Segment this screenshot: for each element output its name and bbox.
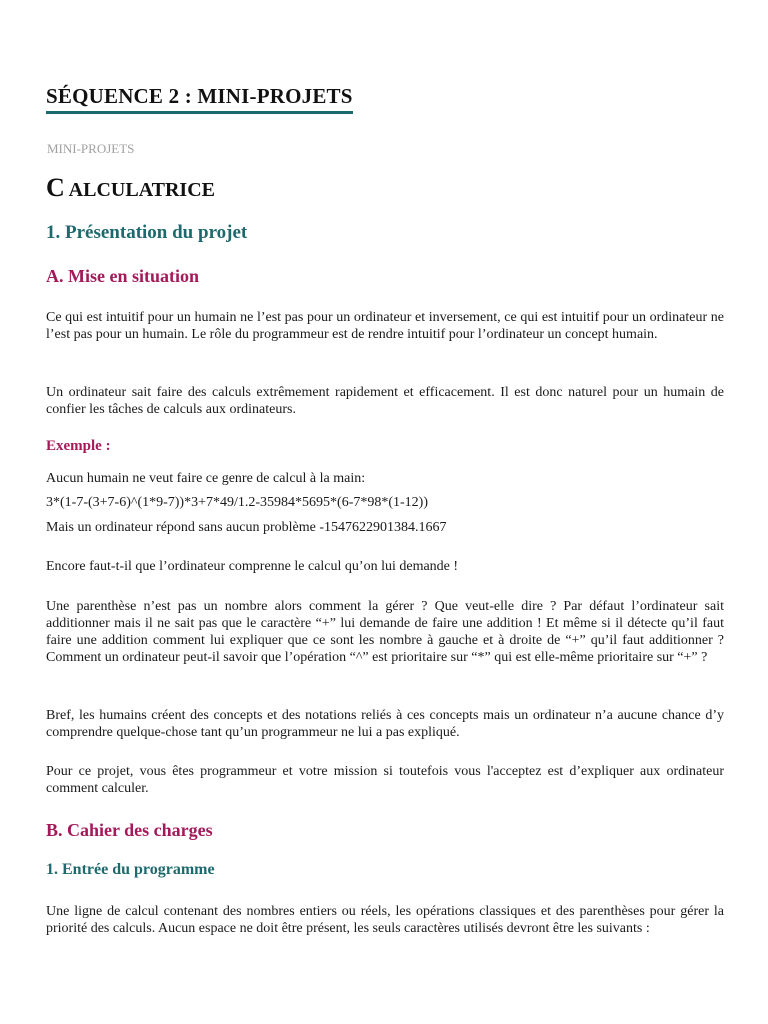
document-title-rest: ALCULATRICE <box>64 179 215 201</box>
example-expression: 3*(1-7-(3+7-6)^(1*9-7))*3+7*49/1.2-35984*5695*(6-7*98*(1-12)) <box>46 495 429 510</box>
document-title <box>46 173 215 203</box>
section-heading-presentation: 1. Présentation du projet <box>46 222 248 243</box>
example-text: Aucun humain ne veut faire ce genre de calcul à la main: <box>46 471 366 486</box>
paragraph-calculs: Un ordinateur sait faire des calculs extrêmement rapidement et efficacement. Il est donc naturel pour un humain de confier les tâches de calculs aux ordinateurs. <box>46 385 724 417</box>
example-result: Mais un ordinateur répond sans aucun problème -1547622901384.1667 <box>46 520 447 535</box>
paragraph-entree: Une ligne de calcul contenant des nombres entiers ou réels, les opérations classiques et des parenthèses pour gérer la priorité des calculs. Aucun espace ne doit être présent, les seuls caractères utilisés devront être les suivants : <box>46 904 724 936</box>
paragraph-parenthese: Une parenthèse n’est pas un nombre alors comment la gérer ? Que veut-elle dire ? Par défaut l’ordinateur sait additionner mais il ne sait pas que le caractère “+” lui demande de faire une addition ! Et même si il détecte qu’il faut faire une addition comment lui expliquer que ce sont les nombre à gauche et à droite de “+” qu’il faut additionner ? Comment un ordinateur peut-il savoir que l’opération “^” est prioritaire sur “*” qui est elle-même prioritaire sur “+” ? <box>46 599 724 665</box>
document-title-initial: C <box>46 173 65 202</box>
paragraph-intro: Ce qui est intuitif pour un humain ne l’est pas pour un ordinateur et inversement, ce qui est intuitif pour un ordinateur ne l’est pas pour un humain. Le rôle du programmeur est de rendre intuitif pour l’ordinateur un concept humain. <box>46 310 724 342</box>
paragraph-bref: Bref, les humains créent des concepts et des notations reliés à ces concepts mais un ordinateur n’a aucune chance d’y comprendre quelque-chose tant qu’un programmeur ne lui a pas expliqué. <box>46 708 724 740</box>
section-heading-cahier-des-charges: B. Cahier des charges <box>46 820 213 840</box>
breadcrumb[interactable]: MINI-PROJETS <box>47 141 135 156</box>
example-heading: Exemple : <box>46 438 111 454</box>
section-heading-mise-en-situation: A. Mise en situation <box>46 266 199 286</box>
subsection-heading-entree: 1. Entrée du programme <box>46 861 215 878</box>
paragraph-comprendre: Encore faut-t-il que l’ordinateur comprenne le calcul qu’on lui demande ! <box>46 559 459 574</box>
paragraph-mission: Pour ce projet, vous êtes programmeur et votre mission si toutefois vous l'acceptez est d’expliquer aux ordinateur comment calculer. <box>46 764 724 796</box>
sequence-title: SÉQUENCE 2 : MINI-PROJETS <box>46 84 353 114</box>
